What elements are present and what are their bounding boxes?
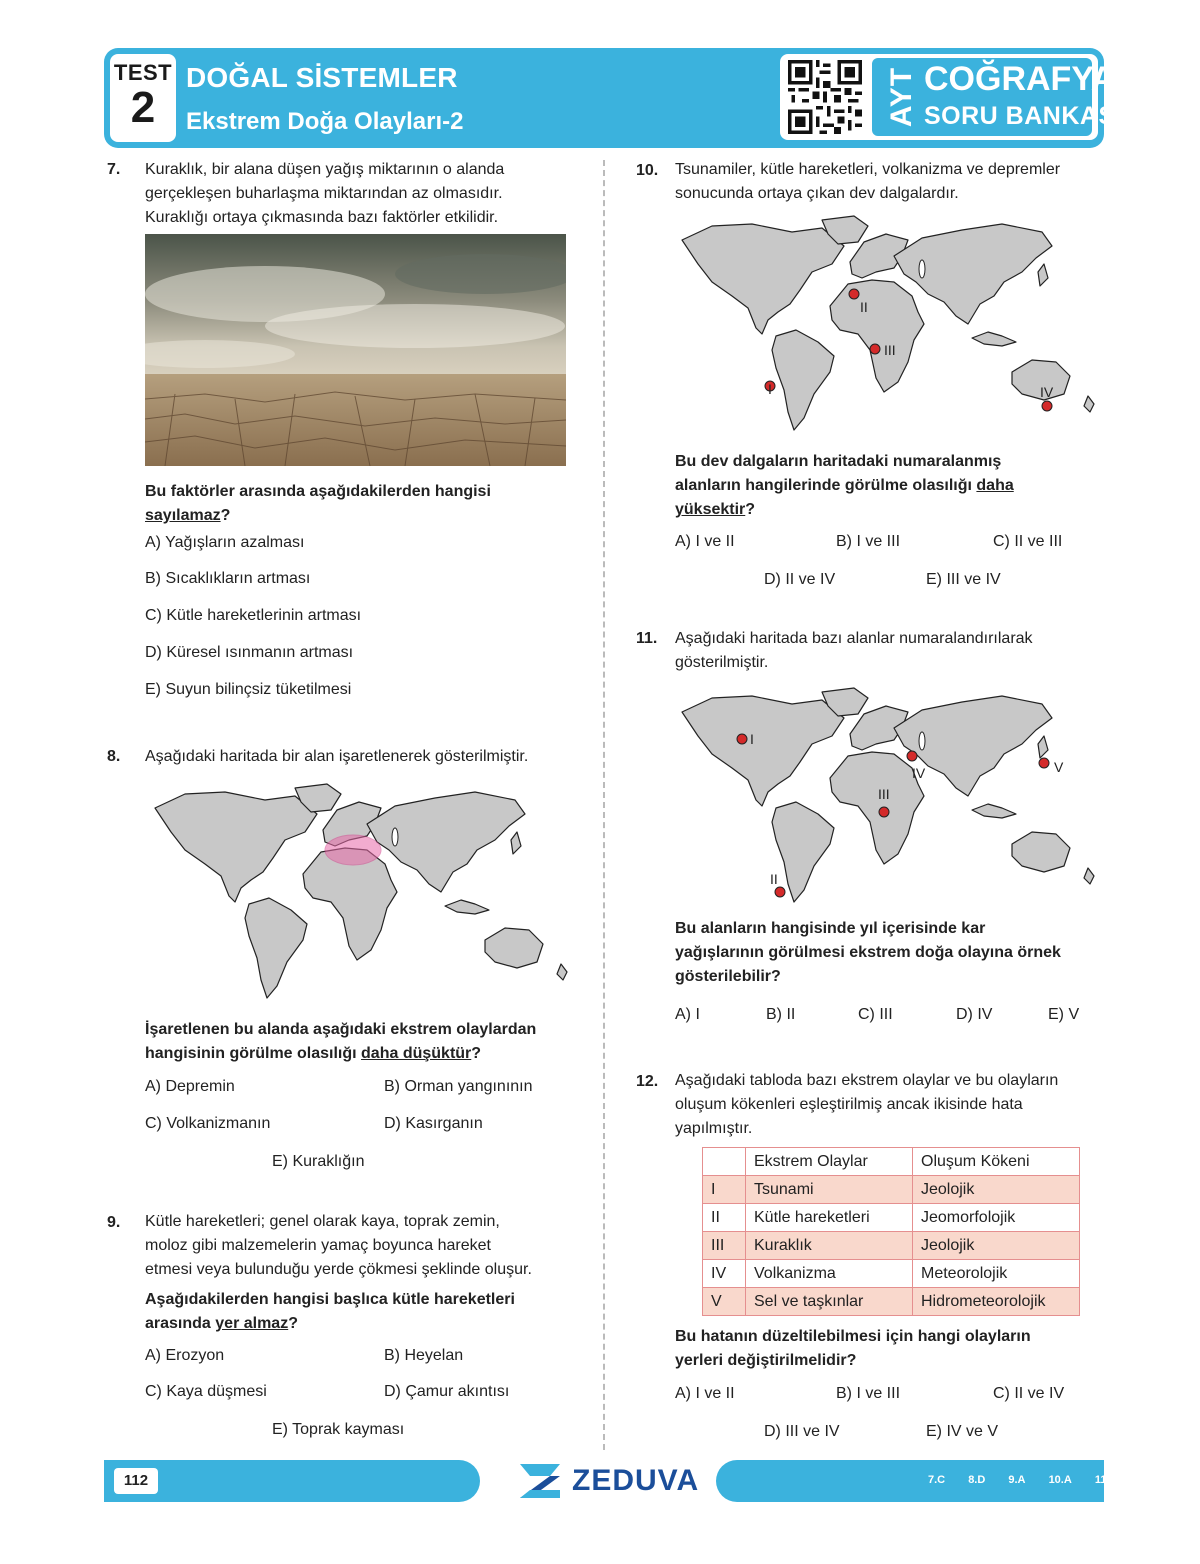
q10-marker-dot [849, 289, 859, 299]
q10-number: 10. [636, 162, 659, 179]
table-cell: Jeolojik [913, 1176, 1080, 1204]
q11-marker-dot [1039, 758, 1049, 768]
q8-intro: Aşağıdaki haritada bir alan işaretlenerek gösterilmiştir. [145, 748, 529, 765]
q7-intro-2: gerçekleşen buharlaşma miktarından az olmasıdır. [145, 185, 503, 202]
q8-stem-text: hangisinin görülme olasılığı [145, 1045, 362, 1062]
footer-brand: ZEDUVA [572, 1464, 700, 1497]
answer-key [928, 1474, 1184, 1486]
table-row [703, 1288, 1080, 1316]
q12-option-b[interactable]: B) I ve III [836, 1385, 901, 1402]
test-label: TEST [113, 60, 173, 85]
map-south-america [245, 898, 307, 998]
q11-stem-3: gösterilebilir? [675, 968, 781, 985]
q9-number: 9. [107, 1214, 121, 1231]
unit-subtitle: Ekstrem Doğa Olayları-2 [186, 108, 464, 135]
answer-key-item: 10.A [1048, 1474, 1072, 1486]
table-cell: III [703, 1232, 746, 1260]
q12-number: 12. [636, 1073, 659, 1090]
q10-stem-qmark: ? [745, 501, 756, 518]
q8-option-d[interactable]: D) Kasırganın [384, 1115, 483, 1132]
table-row [703, 1260, 1080, 1288]
table-row [703, 1232, 1080, 1260]
q7-option-e[interactable]: E) Suyun bilinçsiz tüketilmesi [145, 681, 352, 698]
q12-option-a[interactable]: A) I ve II [675, 1385, 735, 1402]
q8-option-e[interactable]: E) Kuraklığın [272, 1153, 365, 1170]
q11-stem-2: yağışlarının görülmesi ekstrem doğa olayına örnek [675, 944, 1061, 961]
q11-marker-dot [737, 734, 747, 744]
q7-option-c[interactable]: C) Kütle hareketlerinin artması [145, 607, 362, 624]
table-header-row [703, 1148, 1080, 1176]
q12-option-e[interactable]: E) IV ve V [926, 1423, 999, 1440]
column-divider [603, 160, 605, 1450]
q10-stem-2 [675, 474, 1014, 498]
q10-marker-label: III [884, 342, 896, 358]
q11-option-d[interactable]: D) IV [956, 1006, 993, 1023]
test-badge [110, 54, 176, 142]
q10-marker-dot [870, 344, 880, 354]
table-cell: V [703, 1288, 746, 1316]
map-north-america [155, 792, 317, 902]
q7-intro-3: Kuraklığı ortaya çıkmasında bazı faktörler etkilidir. [145, 209, 499, 226]
q12-table [702, 1147, 1080, 1316]
table-cell: Jeomorfolojik [913, 1204, 1080, 1232]
unit-title: DOĞAL SİSTEMLER [186, 62, 458, 93]
brand-title: COĞRAFYA [924, 60, 1116, 98]
table-cell: IV [703, 1260, 746, 1288]
q10-option-a[interactable]: A) I ve II [675, 533, 735, 550]
table-cell: Sel ve taşkınlar [746, 1288, 913, 1316]
q11-number: 11. [636, 630, 658, 647]
q9-stem-qmark: ? [288, 1315, 298, 1332]
answer-key-item: 7.C [928, 1474, 946, 1486]
table-cell: I [703, 1176, 746, 1204]
q11-marker-label: II [770, 871, 778, 887]
q9-stem-underlined: yer almaz [215, 1315, 289, 1332]
q11-option-b[interactable]: B) II [766, 1006, 796, 1023]
q8-highlight-area [325, 835, 381, 865]
q12-option-d[interactable]: D) III ve IV [764, 1423, 840, 1440]
q8-number: 8. [107, 748, 121, 765]
brand-subtitle: SORU BANKASI [924, 102, 1124, 130]
q7-intro-1: Kuraklık, bir alana düşen yağış miktarının o alanda [145, 161, 505, 178]
q11-stem-1: Bu alanların hangisinde yıl içerisinde kar [675, 920, 986, 937]
q8-stem-2 [145, 1042, 481, 1066]
answer-key-item: 11.C [1094, 1474, 1118, 1486]
q10-marker-label: IV [1040, 384, 1054, 400]
table-cell: Jeolojik [913, 1232, 1080, 1260]
table-header-cell: Oluşum Kökeni [913, 1148, 1080, 1176]
q10-stem-underlined: daha [976, 477, 1014, 494]
q7-option-d[interactable]: D) Küresel ısınmanın artması [145, 644, 354, 661]
q8-world-map [145, 780, 581, 1002]
table-cell: Volkanizma [746, 1260, 913, 1288]
q11-marker-label: III [878, 786, 890, 802]
table-cell: Kuraklık [746, 1232, 913, 1260]
q11-intro-2: gösterilmiştir. [675, 654, 769, 671]
test-number: 2 [130, 83, 156, 132]
q7-stem-2 [145, 504, 230, 528]
q10-stem-1: Bu dev dalgaların haritadaki numaralanmış [675, 453, 1002, 470]
q7-stem-1: Bu faktörler arasında aşağıdakilerden hangisi [145, 483, 491, 500]
q8-option-b[interactable]: B) Orman yangınının [384, 1078, 533, 1095]
q10-option-d[interactable]: D) II ve IV [764, 571, 836, 588]
q7-option-a[interactable]: A) Yağışların azalması [145, 534, 305, 551]
q10-world-map [672, 212, 1108, 438]
q12-stem-2: yerleri değiştirilmelidir? [675, 1352, 857, 1369]
q9-intro-1: Kütle hareketleri; genel olarak kaya, toprak zemin, [145, 1213, 500, 1230]
answer-key-item: 8.D [968, 1474, 986, 1486]
q7-number: 7. [107, 161, 121, 178]
q11-option-a[interactable]: A) I [675, 1006, 700, 1023]
map-australia [485, 928, 543, 968]
q9-stem-2 [145, 1312, 298, 1336]
q10-stem-text: alanların hangilerinde görülme olasılığı [675, 477, 977, 494]
table-cell: II [703, 1204, 746, 1232]
q11-world-map [672, 684, 1108, 910]
q12-intro-2: oluşum kökenleri eşleştirilmiş ancak ikisinde hata [675, 1096, 1023, 1113]
q11-option-c[interactable]: C) III [858, 1006, 893, 1023]
q10-intro-2: sonucunda ortaya çıkan dev dalgalardır. [675, 185, 959, 202]
q8-option-c[interactable]: C) Volkanizmanın [145, 1115, 271, 1132]
q10-marker-label: I [768, 381, 772, 397]
map-indonesia [445, 900, 489, 914]
zeduva-logo-icon [516, 1460, 564, 1502]
q11-marker-label: IV [912, 765, 926, 781]
map-new-zealand [557, 964, 567, 980]
q10-marker-label: II [860, 299, 868, 315]
qr-code-icon[interactable] [788, 60, 862, 134]
q8-stem-underlined: daha düşüktür [361, 1045, 472, 1062]
drought-photo [145, 234, 566, 466]
q9-intro-3: etmesi veya bulunduğu yerde çökmesi şeklinde oluşur. [145, 1261, 532, 1278]
q9-stem-1: Aşağıdakilerden hangisi başlıca kütle hareketleri [145, 1291, 515, 1308]
q10-intro-1: Tsunamiler, kütle hareketleri, volkanizma ve depremler [675, 161, 1061, 178]
q10-stem-underlined-2: yüksektir [675, 501, 746, 518]
q10-option-c[interactable]: C) II ve III [993, 533, 1063, 550]
q11-option-e[interactable]: E) V [1048, 1006, 1080, 1023]
map-caspian-sea [392, 828, 398, 846]
table-row [703, 1204, 1080, 1232]
q9-intro-2: moloz gibi malzemelerin yamaç boyunca hareket [145, 1237, 491, 1254]
q8-stem-qmark: ? [471, 1045, 482, 1062]
table-header-cell: Ekstrem Olaylar [746, 1148, 913, 1176]
q9-stem-text: arasında [145, 1315, 216, 1332]
q12-stem-1: Bu hatanın düzeltilebilmesi için hangi olayların [675, 1328, 1031, 1345]
q11-marker-dot [775, 887, 785, 897]
table-cell: Meteorolojik [913, 1260, 1080, 1288]
table-cell: Tsunami [746, 1176, 913, 1204]
q7-option-b[interactable]: B) Sıcaklıkların artması [145, 570, 311, 587]
q7-stem-qmark: ? [220, 507, 231, 524]
q10-stem-3 [675, 498, 755, 522]
q11-marker-label: V [1054, 759, 1064, 775]
q11-marker-dot [907, 751, 917, 761]
q8-option-a[interactable]: A) Depremin [145, 1078, 235, 1095]
q7-stem-underlined: sayılamaz [145, 507, 221, 524]
q9-option-e[interactable]: E) Toprak kayması [272, 1421, 405, 1438]
q12-intro-1: Aşağıdaki tabloda bazı ekstrem olaylar ve bu olayların [675, 1072, 1059, 1089]
q11-intro-1: Aşağıdaki haritada bazı alanlar numaralandırılarak [675, 630, 1033, 647]
map-japan [511, 832, 521, 854]
table-header-cell [703, 1148, 746, 1176]
q11-marker-dot [879, 807, 889, 817]
q9-option-d[interactable]: D) Çamur akıntısı [384, 1383, 510, 1400]
q9-option-c[interactable]: C) Kaya düşmesi [145, 1383, 267, 1400]
q9-option-b[interactable]: B) Heyelan [384, 1347, 464, 1364]
answer-key-item: 9.A [1008, 1474, 1026, 1486]
table-cell: Hidrometeorolojik [913, 1288, 1080, 1316]
answer-key-item: 12.D [1140, 1474, 1164, 1486]
page-number: 112 [114, 1468, 158, 1494]
brand-ayt: AYT [885, 66, 918, 128]
footer-bar-left [104, 1460, 480, 1502]
q12-option-c[interactable]: C) II ve IV [993, 1385, 1065, 1402]
q9-option-a[interactable]: A) Erozyon [145, 1347, 225, 1364]
q11-marker-label: I [750, 731, 754, 747]
q12-intro-3: yapılmıştır. [675, 1120, 753, 1137]
map-asia [367, 792, 525, 892]
table-row [703, 1176, 1080, 1204]
table-cell: Kütle hareketleri [746, 1204, 913, 1232]
q8-stem-1: İşaretlenen bu alanda aşağıdaki ekstrem olaylardan [145, 1021, 537, 1038]
q10-marker-dot [1042, 401, 1052, 411]
q10-option-e[interactable]: E) III ve IV [926, 571, 1001, 588]
q10-option-b[interactable]: B) I ve III [836, 533, 901, 550]
